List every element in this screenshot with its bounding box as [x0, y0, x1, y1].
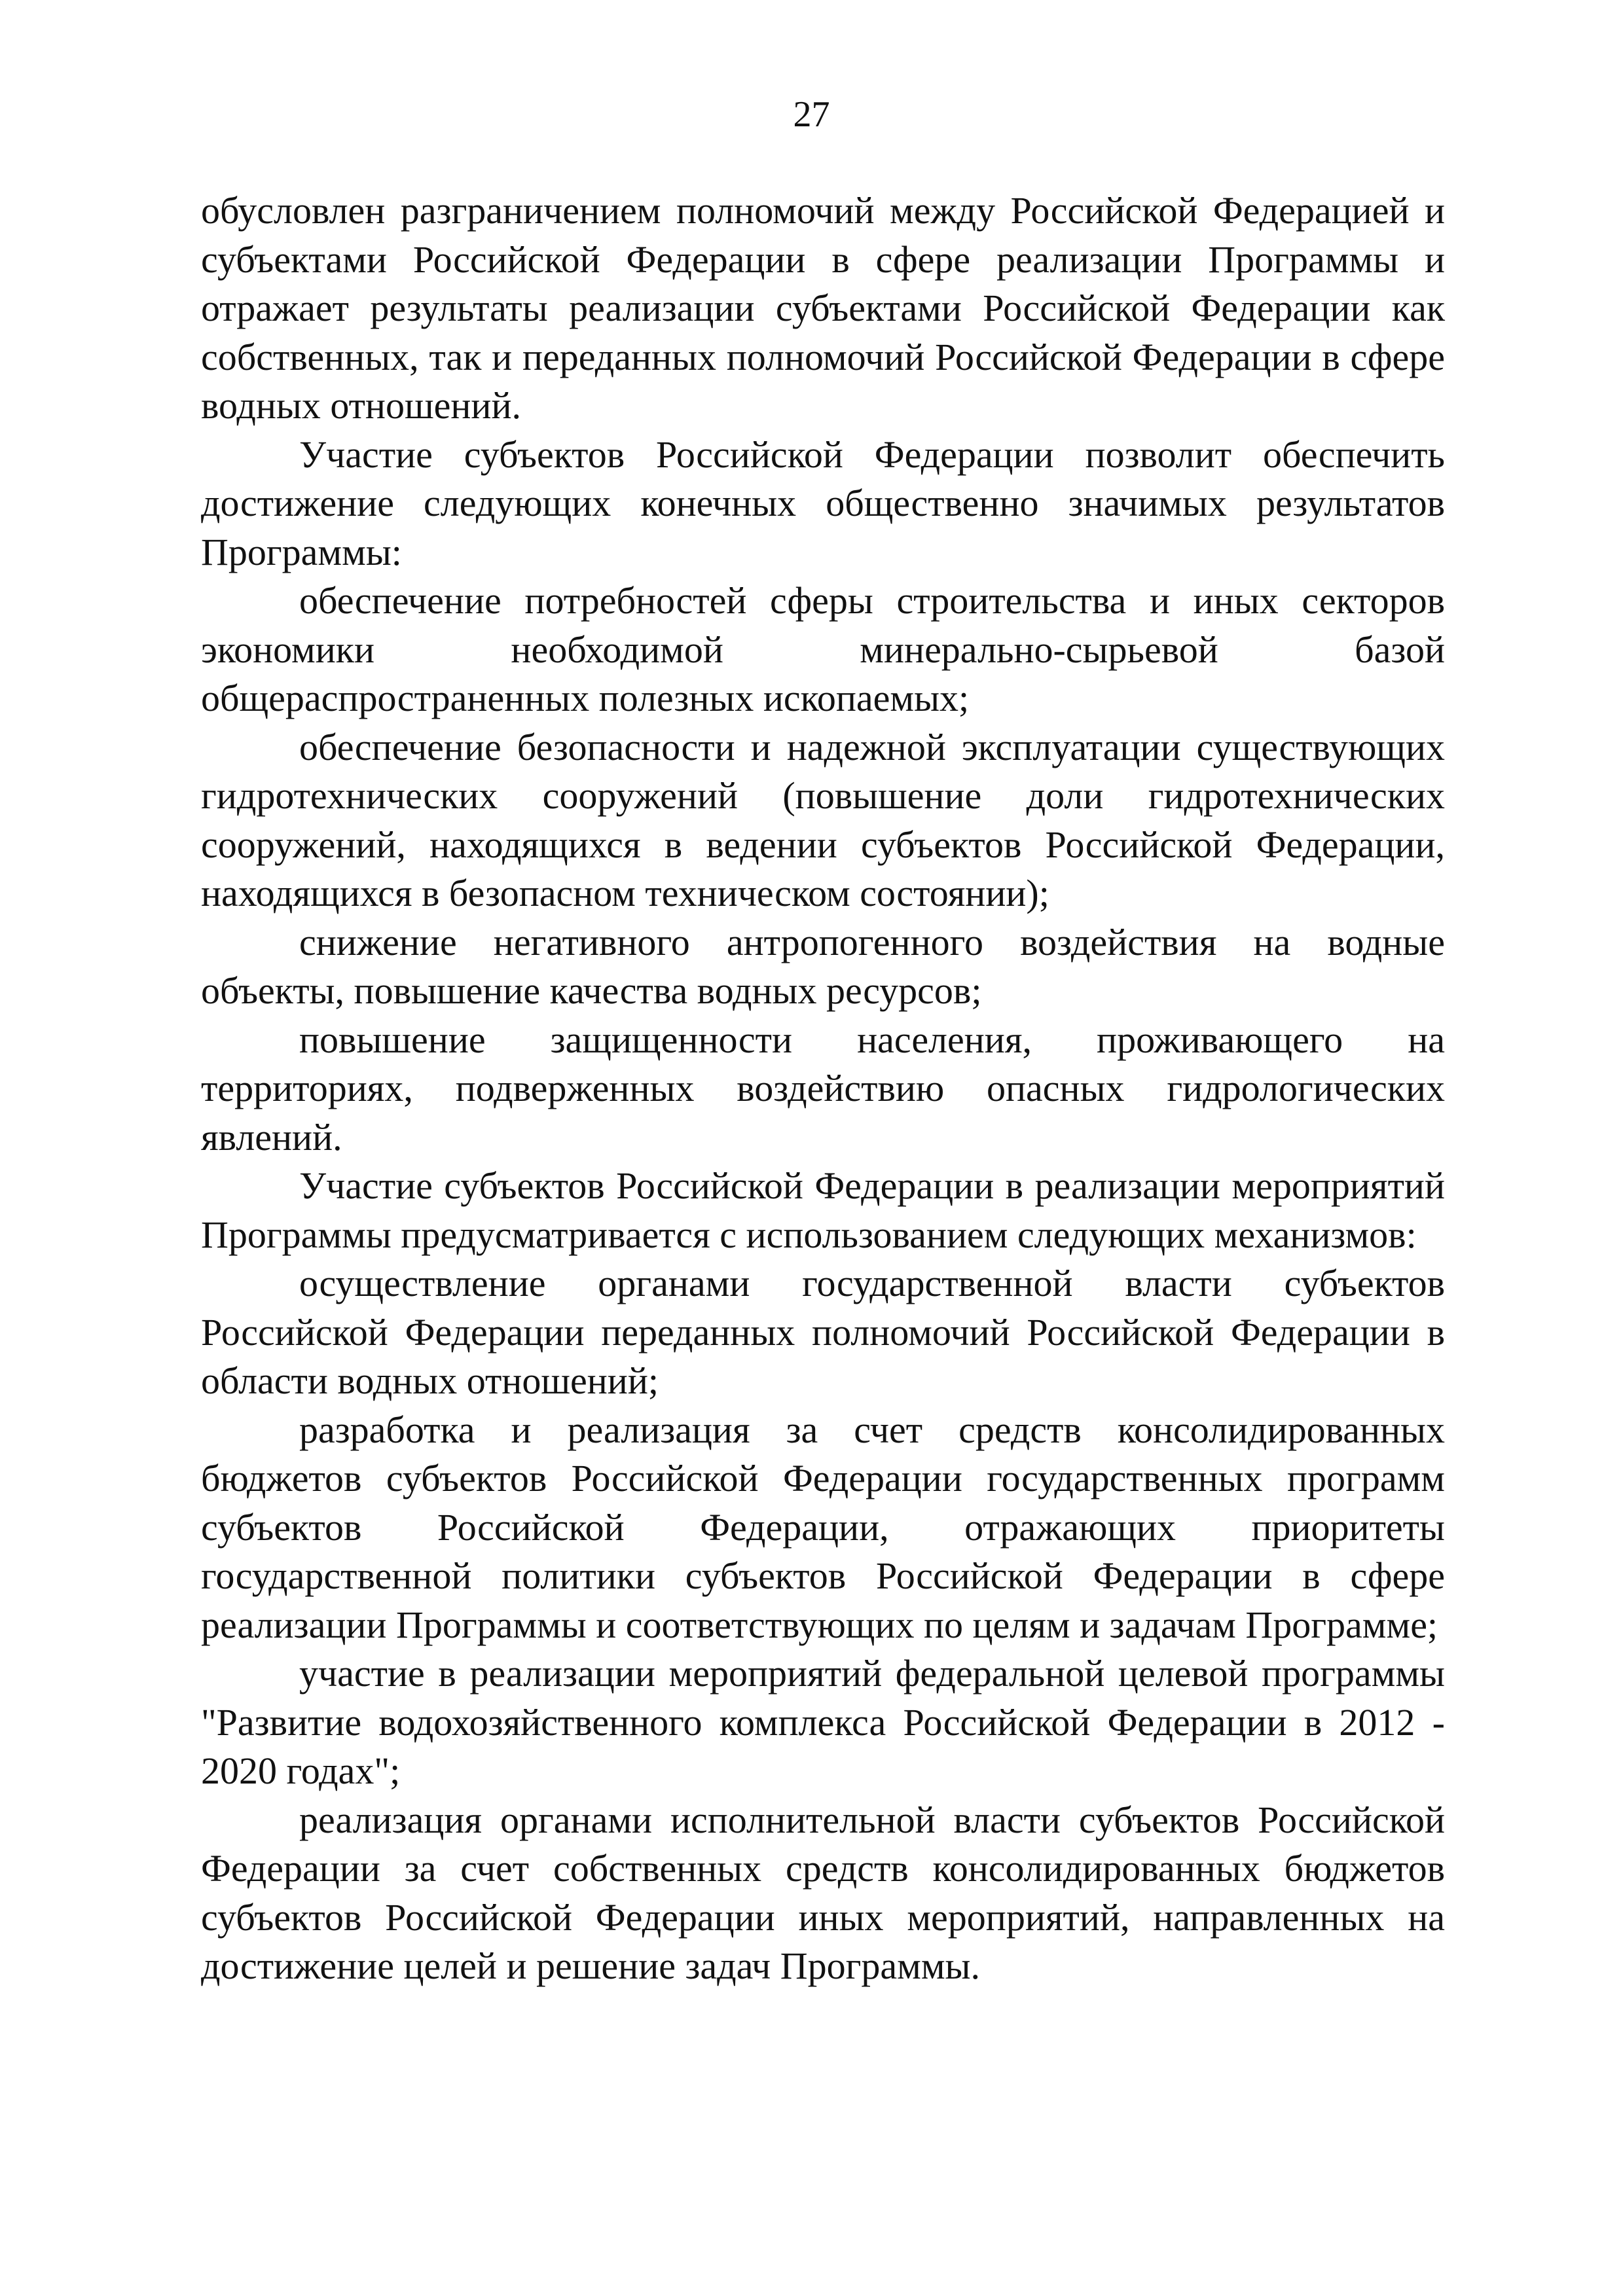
paragraph-federal-program: участие в реализации мероприятий федеральной целевой программы "Развитие водохозяйственного комплекса Российской Федерации в 2012 - 2020 годах"; [201, 1652, 1445, 1792]
paragraph-mineral-base: обеспечение потребностей сферы строительства и иных секторов экономики необходимой минерально-сырьевой базой общераспространенных полезных ископаемых; [201, 579, 1445, 719]
paragraph-population-protection: повышение защищенности населения, проживающего на территориях, подверженных воздействию опасных гидрологических явлений. [201, 1018, 1445, 1158]
paragraph-state-programs: разработка и реализация за счет средств консолидированных бюджетов субъектов Российской Федерации государственных программ субъектов Российской Федерации, отражающих приоритеты государственной политики субъектов Российской Федерации в сфере реализации Программы и соответствующих по целям и задачам Программе; [201, 1408, 1445, 1646]
paragraph-hydro-safety: обеспечение безопасности и надежной эксплуатации существующих гидротехнических сооружений (повышение доли гидротехнических сооружений, находящихся в ведении субъектов Российской Федерации, находящихся в безопасном техническом состоянии); [201, 725, 1445, 914]
paragraph-participation-results: Участие субъектов Российской Федерации позволит обеспечить достижение следующих конечных общественно значимых результатов Программы: [201, 433, 1445, 573]
paragraph-negative-impact: снижение негативного антропогенного воздействия на водные объекты, повышение качества водных ресурсов; [201, 920, 1445, 1012]
paragraph-own-funds: реализация органами исполнительной власти субъектов Российской Федерации за счет собственных средств консолидированных бюджетов субъектов Российской Федерации иных мероприятий, направленных на достижение целей и решение задач Программы. [201, 1798, 1445, 1987]
document-body [201, 187, 1445, 1991]
paragraph-delegated-powers: осуществление органами государственной власти субъектов Российской Федерации переданных полномочий Российской Федерации в области водных отношений; [201, 1262, 1445, 1402]
page-number: 27 [793, 94, 830, 135]
paragraph-continuation: обусловлен разграничением полномочий между Российской Федерацией и субъектами Российской Федерации в сфере реализации Программы и отражает результаты реализации субъектами Российской Федерации как собственных, так и переданных полномочий Российской Федерации в сфере водных отношений. [201, 189, 1445, 427]
paragraph-participation-mechanisms: Участие субъектов Российской Федерации в реализации мероприятий Программы предусматривается с использованием следующих механизмов: [201, 1164, 1445, 1256]
